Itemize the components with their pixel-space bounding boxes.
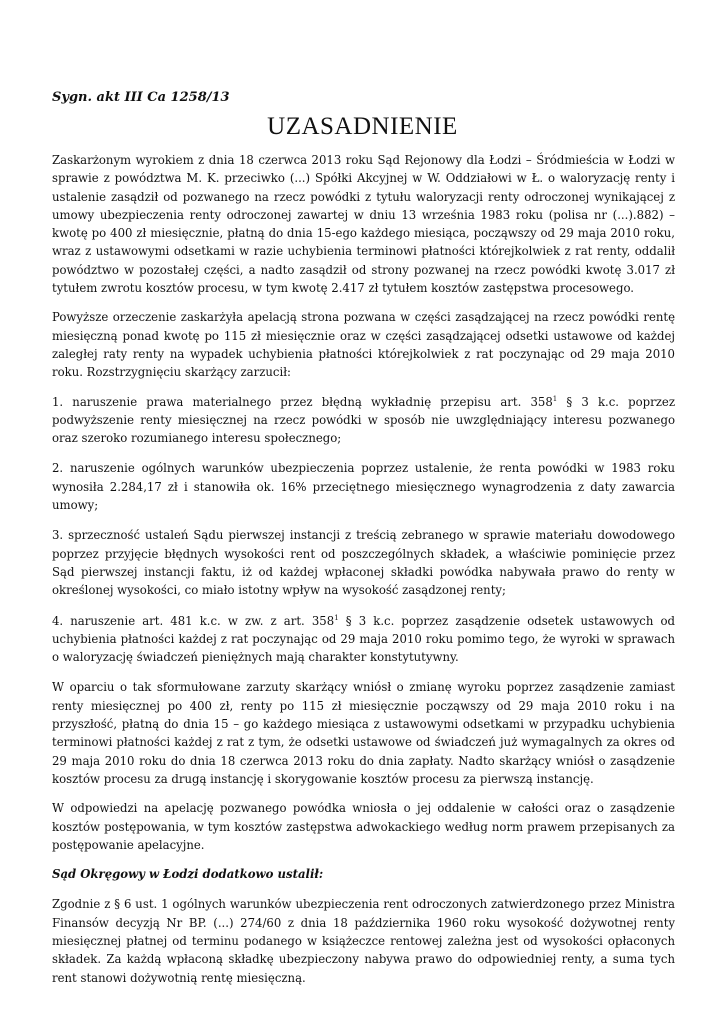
charge-1-text-cont: § 3 k.c. poprzez podwyższenie renty miesięcznej na rzecz powódki w sposób nie uwzględniający interesu pozwanego oraz szeroko rozumianego interesu społecznego; <box>52 394 675 446</box>
document-title: UZASADNIENIE <box>267 113 458 140</box>
charge-1-superscript: 1 <box>552 394 558 403</box>
case-number: Sygn. akt III Ca 1258/13 <box>52 90 230 105</box>
paragraph-findings: Zgodnie z § 6 ust. 1 ogólnych warunków ubezpieczenia rent odroczonych zatwierdzonego przez Ministra Finansów decyzją Nr BP. (...) 274/60 z dnia 18 października 1960 roku wysokość dożywotnej renty miesięcznej płatnej od terminu podanego w książeczce rentowej zależna jest od wysokości opłaconych składek. Za każdą wpłaconą składkę ubezpieczony nabywa prawo do odpowiedniej renty, a suma tych rent stanowi dożywotnią rentę miesięczną. <box>52 897 675 985</box>
section-heading-findings: Sąd Okręgowy w Łodzi dodatkowo ustalił: <box>52 867 324 882</box>
document-body <box>52 151 675 998</box>
paragraph-judgment: Zaskarżonym wyrokiem z dnia 18 czerwca 2013 roku Sąd Rejonowy dla Łodzi – Śródmieścia w Łodzi w sprawie z powództwa M. K. przeciwko (...) Spółki Akcyjnej w W. Oddziałowi w Ł. o waloryzację renty i ustalenie zasądził od pozwanego na rzecz powódki z tytułu waloryzacji renty odroczonej wynikającej z umowy ubezpieczenia renty odroczonej zawartej w dniu 13 września 1983 roku (polisa nr (...).882) – kwotę po 400 zł miesięcznie, płatną do dnia 15-ego każdego miesiąca, począwszy od 29 maja 2010 roku, wraz z ustawowymi odsetkami w razie uchybienia terminowi płatności którejkolwiek z rat renty, oddalił powództwo w pozostałej części, a nadto zasądził od strony pozwanej na rzecz powódki kwotę 3.017 zł tytułem zwrotu kosztów procesu, w tym kwotę 2.417 zł tytułem kosztów zastępstwa procesowego. <box>52 153 675 296</box>
charge-4-superscript: 1 <box>334 613 339 622</box>
paragraph-appeal: Powyższe orzeczenie zaskarżyła apelacją strona pozwana w części zasądzającej na rzecz powódki rentę miesięczną ponad kwotę po 115 zł miesięcznie oraz w części zasądzającej odsetki ustawowe od każdej zaległej raty renty na wypadek uchybienia płatności którejkolwiek z rat poczynając od 29 maja 2010 roku. Rozstrzygnięciu skarżący zarzucił: <box>52 310 675 380</box>
appeal-charge-2: 2. naruszenie ogólnych warunków ubezpieczenia poprzez ustalenie, że renta powódki w 1983 roku wynosiła 2.284,17 zł i stanowiła ok. 16% przeciętnego miesięcznego wynagrodzenia z daty zawarcia umowy; <box>52 461 675 513</box>
appeal-charge-4 <box>52 612 675 667</box>
charge-1-text: 1. naruszenie prawa materialnego przez błędną wykładnię przepisu art. 358 <box>52 394 553 409</box>
charge-4-text: 4. naruszenie art. 481 k.c. w zw. z art. 358 <box>52 613 335 628</box>
appeal-charge-3: 3. sprzeczność ustaleń Sądu pierwszej instancji z treścią zebranego w sprawie materiału dowodowego poprzez przyjęcie błędnych wysokości rent od poszczególnych składek, a właściwie pominięcie przez Sąd pierwszej instancji faktu, iż od każdej wpłaconej składki powódka nabywała prawo do renty w określonej wysokości, co miało istotny wpływ na wysokość zasądzonej renty; <box>52 528 675 598</box>
paragraph-response: W odpowiedzi na apelację pozwanego powódka wniosła o jej oddalenie w całości oraz o zasądzenie kosztów postępowania, w tym kosztów zastępstwa adwokackiego według norm prawem przepisanych za postępowanie apelacyjne. <box>52 801 675 852</box>
paragraph-motion: W oparciu o tak sformułowane zarzuty skarżący wniósł o zmianę wyroku poprzez zasądzenie zamiast renty miesięcznej po 400 zł, renty po 115 zł miesięcznie począwszy od 29 maja 2010 roku i na przyszłość, płatną do dnia 15 – go każdego miesiąca z ustawowymi odsetkami w przypadku uchybienia terminowi płatności każdej z rat z tym, że odsetki ustawowe od świadczeń już wymagalnych za okres od 29 maja 2010 roku do dnia 18 czerwca 2013 roku do dnia zapłaty. Nadto skarżący wniósł o zasądzenie kosztów procesu za drugą instancję i skorygowanie kosztów procesu za pierwszą instancję. <box>52 680 675 786</box>
charge-4-text-cont: § 3 k.c. poprzez zasądzenie odsetek ustawowych od uchybienia płatności każdej z rat poczynając od 29 maja 2010 roku pomimo tego, że wyroki w sprawach o waloryzację świadczeń pieniężnych mają charakter konstytutywny. <box>52 613 675 665</box>
appeal-charge-1 <box>52 393 675 448</box>
